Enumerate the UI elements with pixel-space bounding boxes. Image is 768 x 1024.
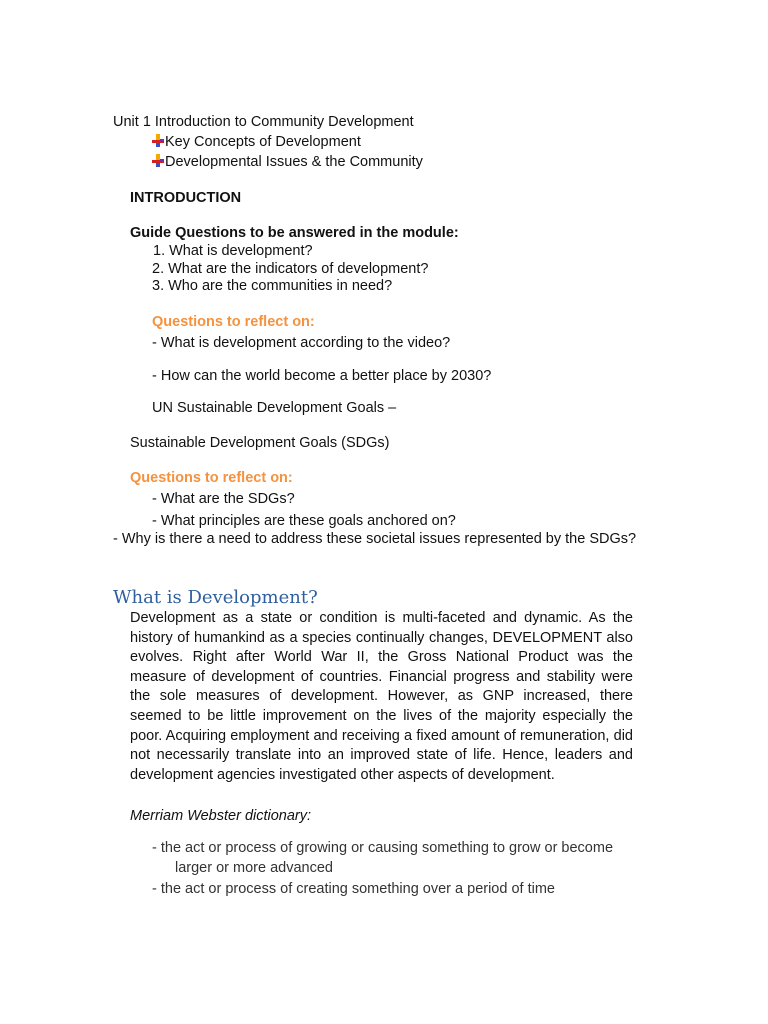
intro-heading: INTRODUCTION — [130, 190, 242, 206]
definition-line: larger or more advanced — [175, 860, 333, 876]
unit-topic-label: Key Concepts of Development — [165, 134, 361, 150]
unit-topic-item — [152, 153, 423, 171]
reflect-heading: Questions to reflect on: — [130, 470, 293, 486]
definition-line: - the act or process of creating something over a period of time — [152, 881, 555, 897]
section-paragraph: Development as a state or condition is multi-faceted and dynamic. As the history of humankind as a species continually changes, DEVELOPMENT also evolves. Right after World War II, the Gross National Product was the measure of development of countries. Financial progress and stability were the sole measures of development. However, as GNP increased, there seemed to be little improvement on the lives of the majority especially the poor. Acquiring employment and receiving a fixed amount of remuneration, did not necessarily translate into an improved state of life. Hence, leaders and development agencies investigated other aspects of development. — [130, 610, 633, 783]
reflect-item: - How can the world become a better place by 2030? — [152, 368, 492, 384]
reflect-item: - Why is there a need to address these societal issues represented by the SDGs? — [113, 531, 637, 547]
dictionary-label: Merriam Webster dictionary: — [130, 808, 312, 824]
guide-heading: Guide Questions to be answered in the module: — [130, 225, 459, 241]
colored-arrow-bullet-icon — [152, 154, 164, 167]
unit-title: Unit 1 Introduction to Community Development — [113, 114, 414, 130]
section-heading: What is Development? — [113, 587, 318, 608]
definition-line: - the act or process of growing or causing something to grow or become — [152, 840, 614, 856]
reflect-item: - What principles are these goals anchored on? — [152, 513, 456, 529]
unit-topic-label: Developmental Issues & the Community — [165, 154, 423, 170]
unit-topic-item — [152, 133, 361, 151]
colored-arrow-bullet-icon — [152, 134, 164, 147]
reflect-item: - What is development according to the video? — [152, 335, 451, 351]
un-sdg-line: UN Sustainable Development Goals – — [152, 400, 397, 416]
guide-question: 1. What is development? — [153, 243, 313, 259]
sdg-line: Sustainable Development Goals (SDGs) — [130, 435, 390, 451]
reflect-heading: Questions to reflect on: — [152, 314, 315, 330]
guide-question: 3. Who are the communities in need? — [152, 278, 393, 294]
reflect-item: - What are the SDGs? — [152, 491, 295, 507]
guide-question: 2. What are the indicators of development? — [152, 261, 429, 277]
